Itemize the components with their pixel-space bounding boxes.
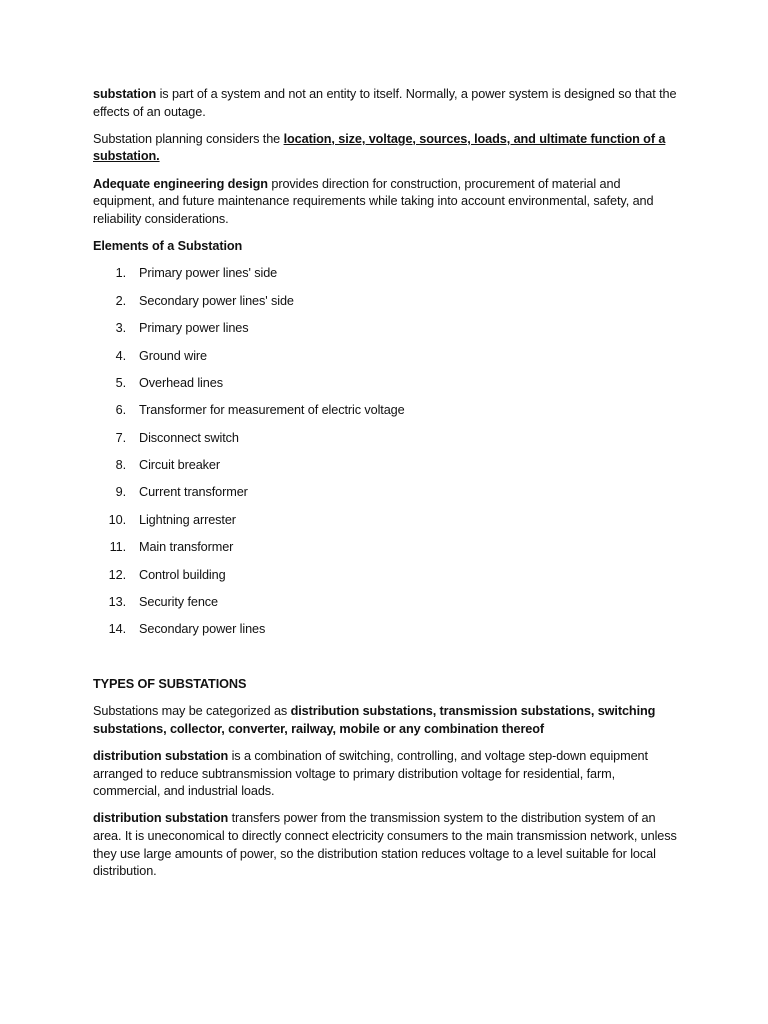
list-text: Primary power lines' side	[139, 266, 278, 281]
list-text: Security fence	[139, 595, 218, 610]
planning-text: Substation planning considers the	[93, 131, 284, 146]
list-number: 14.	[108, 622, 126, 637]
list-item	[93, 320, 683, 338]
intro-text: is part of a system and not an entity to itself. Normally, a power system is designed so that the effects of an outage.	[93, 87, 677, 119]
list-item	[93, 621, 683, 639]
list-number: 5.	[115, 375, 126, 390]
term-distribution-substation: distribution substation	[93, 811, 229, 826]
list-item	[93, 348, 683, 366]
list-text: Ground wire	[139, 348, 208, 363]
list-item	[93, 265, 683, 283]
planning-factors: location, size, voltage, sources, loads, and ultimate function of a substation.	[93, 131, 666, 164]
distribution-definition-text: is a combination of switching, controlling, and voltage step-down equipment arranged to reduce subtransmission voltage to primary distribution voltage for residential, farm, commercial, and industrial loads.	[93, 748, 648, 799]
term-engineering-design: Adequate engineering design	[93, 176, 268, 191]
design-paragraph	[93, 176, 683, 229]
list-item	[93, 512, 683, 530]
list-number: 1.	[115, 266, 126, 281]
design-text: provides direction for construction, procurement of material and equipment, and future maintenance requirements while taking into account environmental, safety, and reliability considerations.	[93, 176, 654, 226]
list-number: 4.	[115, 348, 126, 363]
list-number: 10.	[108, 512, 126, 527]
list-item	[93, 539, 683, 557]
distribution-function-text: transfers power from the transmission system to the distribution system of an area. It is uneconomical to directly connect electricity consumers to the main transmission network, unless they use large amounts of power, so the distribution station reduces voltage to a level suitable for local distribution.	[93, 811, 677, 879]
list-text: Primary power lines	[139, 321, 249, 336]
list-text: Lightning arrester	[139, 512, 236, 527]
list-text: Main transformer	[139, 540, 234, 555]
list-text: Circuit breaker	[139, 458, 220, 473]
distribution-function-paragraph	[93, 810, 683, 880]
document-page	[93, 86, 683, 890]
list-text: Overhead lines	[139, 375, 223, 390]
list-number: 8.	[115, 458, 126, 473]
list-text: Transformer for measurement of electric voltage	[139, 403, 405, 418]
list-text: Current transformer	[139, 485, 248, 500]
types-heading: TYPES OF SUBSTATIONS	[93, 676, 247, 691]
list-item	[93, 402, 683, 420]
elements-heading: Elements of a Substation	[93, 238, 243, 253]
list-text: Disconnect switch	[139, 430, 239, 445]
planning-paragraph	[93, 131, 683, 166]
list-number: 2.	[115, 293, 126, 308]
term-distribution-substation: distribution substation	[93, 748, 229, 763]
categories-list: distribution substations, transmission substations, switching substations, collector, converter, railway, mobile or any combination thereof	[93, 704, 656, 736]
section-spacer	[93, 649, 683, 676]
list-number: 13.	[108, 595, 126, 610]
list-number: 3.	[115, 321, 126, 336]
list-number: 9.	[115, 485, 126, 500]
list-item	[93, 293, 683, 311]
list-number: 12.	[108, 567, 126, 582]
list-text: Secondary power lines	[139, 622, 266, 637]
list-text: Control building	[139, 567, 226, 582]
list-item	[93, 567, 683, 585]
list-item	[93, 594, 683, 612]
list-item	[93, 375, 683, 393]
term-substation: substation	[93, 87, 157, 101]
list-item	[93, 457, 683, 475]
list-number: 7.	[115, 430, 126, 445]
list-number: 11.	[109, 540, 126, 555]
list-text: Secondary power lines' side	[139, 293, 294, 308]
categories-paragraph	[93, 703, 683, 738]
categories-text: Substations may be categorized as	[93, 704, 291, 719]
list-item	[93, 430, 683, 448]
list-item	[93, 484, 683, 502]
list-number: 6.	[115, 403, 126, 418]
elements-list	[93, 265, 683, 639]
distribution-definition-paragraph	[93, 748, 683, 801]
intro-paragraph	[93, 86, 683, 121]
